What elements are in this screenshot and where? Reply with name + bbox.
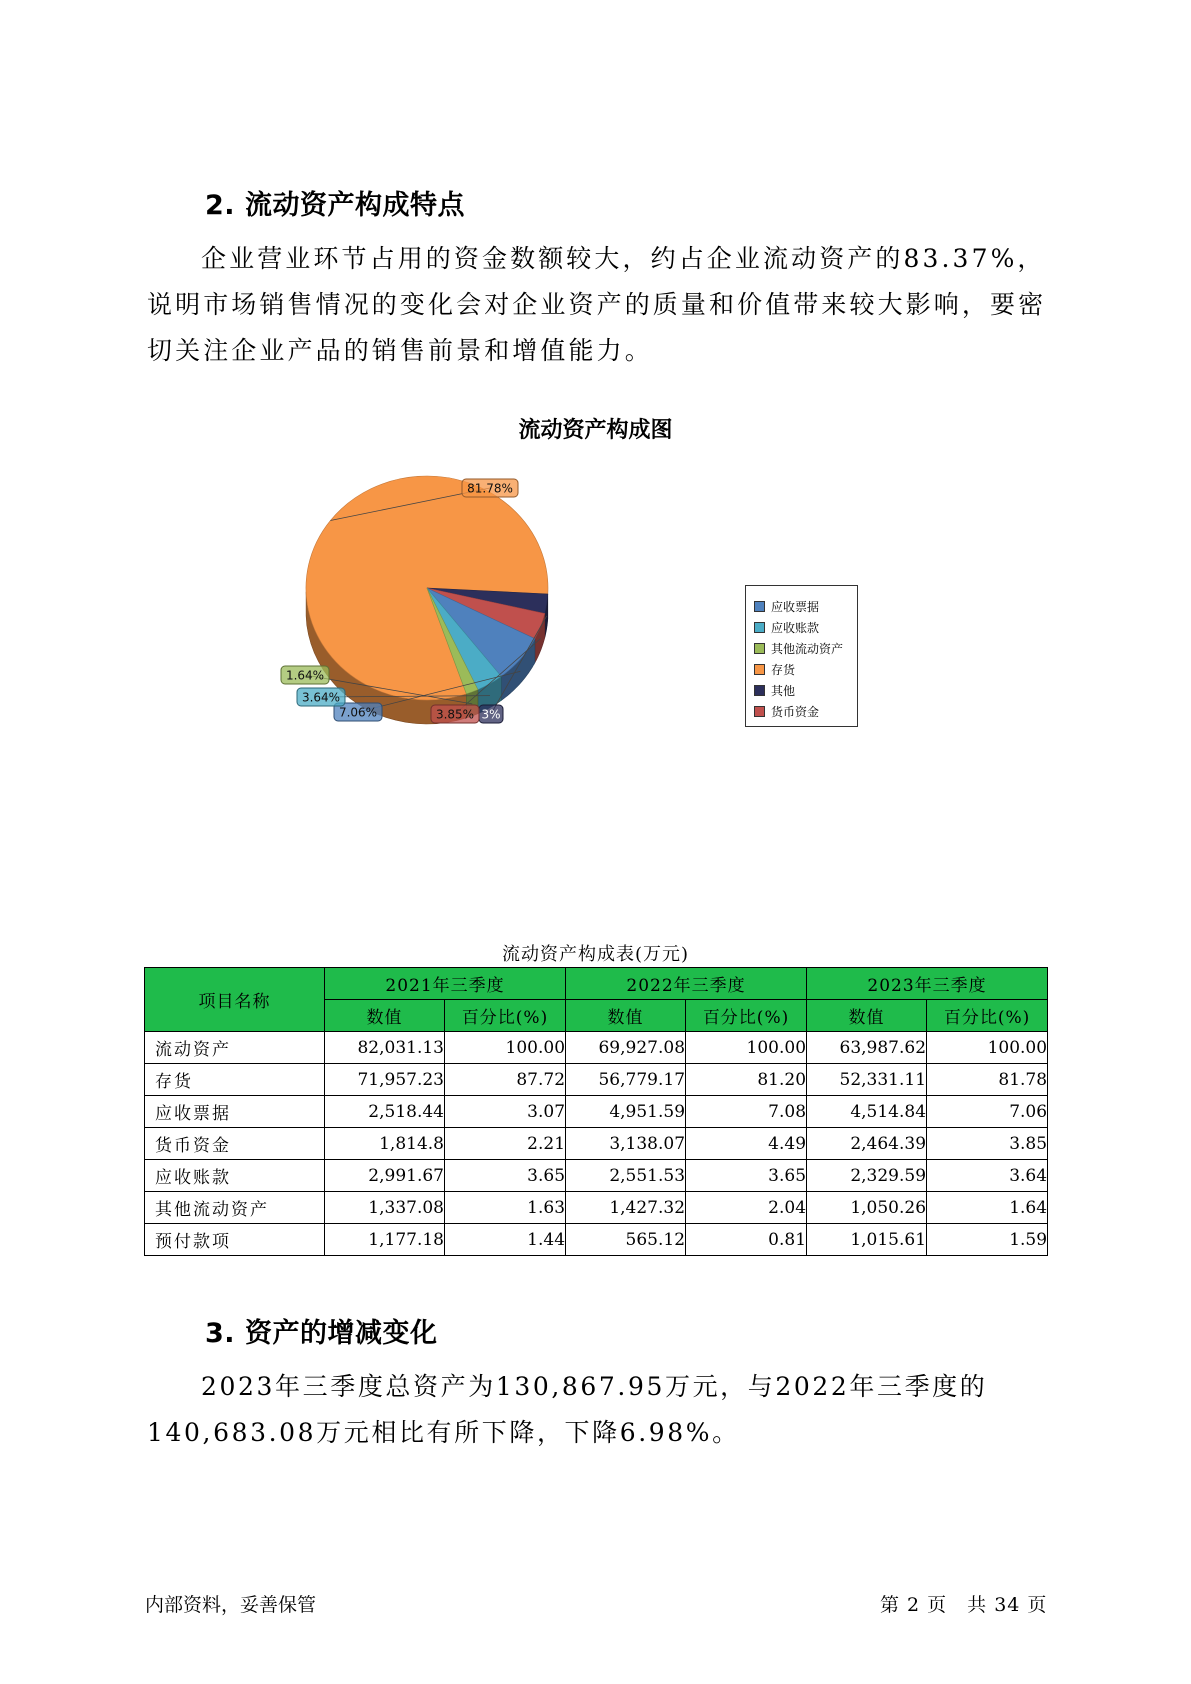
cell-percent: 7.08 <box>686 1096 807 1128</box>
cell-value: 4,514.84 <box>807 1096 927 1128</box>
header-value: 数值 <box>325 1000 445 1032</box>
cell-percent: 2.04 <box>686 1192 807 1224</box>
cell-percent: 2.21 <box>445 1128 566 1160</box>
header-item-name: 项目名称 <box>145 968 325 1032</box>
cell-value: 56,779.17 <box>566 1064 686 1096</box>
cell-value: 1,050.26 <box>807 1192 927 1224</box>
table-row <box>145 1064 1048 1096</box>
legend-item <box>754 638 857 659</box>
row-name: 预付款项 <box>145 1224 325 1256</box>
legend-label: 应收票据 <box>771 600 820 614</box>
svg-text:3%: 3% <box>481 707 501 722</box>
legend-item <box>754 701 857 722</box>
legend-label: 应收账款 <box>771 621 820 635</box>
cell-percent: 100.00 <box>445 1032 566 1064</box>
cell-percent: 100.00 <box>927 1032 1048 1064</box>
header-period-2022: 2022年三季度 <box>566 968 807 1000</box>
header-period-2023: 2023年三季度 <box>807 968 1048 1000</box>
legend-swatch <box>754 622 765 633</box>
legend-label: 货币资金 <box>771 705 820 719</box>
section-paragraph-2: 企业营业环节占用的资金数额较大，约占企业流动资产的83.37%，说明市场销售情况的变化会对企业资产的质量和价值带来较大影响，要密切关注企业产品的销售前景和增值能力。 <box>147 244 1047 365</box>
legend-item <box>754 680 857 701</box>
header-pct: 百分比(%) <box>445 1000 566 1032</box>
section-heading-3: 3. 资产的增减变化 <box>205 1318 438 1349</box>
cell-percent: 7.06 <box>927 1096 1048 1128</box>
cell-percent: 3.65 <box>686 1160 807 1192</box>
cell-percent: 81.20 <box>686 1064 807 1096</box>
row-name: 存货 <box>145 1064 325 1096</box>
legend-item <box>754 617 857 638</box>
cell-percent: 3.85 <box>927 1128 1048 1160</box>
pie-data-label <box>281 666 329 684</box>
table-row <box>145 1128 1048 1160</box>
header-pct: 百分比(%) <box>927 1000 1048 1032</box>
cell-percent: 3.65 <box>445 1160 566 1192</box>
svg-text:1.64%: 1.64% <box>285 668 325 683</box>
legend-swatch <box>754 706 765 717</box>
table-row <box>145 1224 1048 1256</box>
legend-swatch <box>754 685 765 696</box>
svg-text:81.78%: 81.78% <box>467 481 513 496</box>
cell-value: 2,551.53 <box>566 1160 686 1192</box>
legend-label: 其他 <box>771 684 796 698</box>
cell-value: 2,518.44 <box>325 1096 445 1128</box>
table-row <box>145 1032 1048 1064</box>
section-paragraph-3: 2023年三季度总资产为130,867.95万元，与2022年三季度的140,683.08万元相比有所下降，下降6.98%。 <box>147 1372 988 1447</box>
cell-percent: 0.81 <box>686 1224 807 1256</box>
cell-value: 1,177.18 <box>325 1224 445 1256</box>
legend-label: 存货 <box>771 663 796 677</box>
cell-value: 3,138.07 <box>566 1128 686 1160</box>
legend-item <box>754 596 857 617</box>
pie-data-label <box>462 479 518 497</box>
header-pct: 百分比(%) <box>686 1000 807 1032</box>
cell-value: 2,329.59 <box>807 1160 927 1192</box>
pie-data-label <box>297 688 345 706</box>
legend-swatch <box>754 643 765 654</box>
row-name: 流动资产 <box>145 1032 325 1064</box>
legend-swatch <box>754 664 765 675</box>
cell-percent: 1.63 <box>445 1192 566 1224</box>
row-name: 应收账款 <box>145 1160 325 1192</box>
cell-value: 2,991.67 <box>325 1160 445 1192</box>
svg-text:3.85%: 3.85% <box>435 707 475 722</box>
cell-value: 82,031.13 <box>325 1032 445 1064</box>
cell-value: 1,427.32 <box>566 1192 686 1224</box>
footer-confidential: 内部资料，妥善保管 <box>145 1594 317 1616</box>
chart-title: 流动资产构成图 <box>518 418 673 443</box>
table-row <box>145 1096 1048 1128</box>
legend-item <box>754 659 857 680</box>
row-name: 货币资金 <box>145 1128 325 1160</box>
cell-value: 1,337.08 <box>325 1192 445 1224</box>
cell-value: 52,331.11 <box>807 1064 927 1096</box>
table-caption: 流动资产构成表(万元) <box>501 944 690 965</box>
pie-data-label <box>479 705 503 723</box>
row-name: 其他流动资产 <box>145 1192 325 1224</box>
header-value: 数值 <box>807 1000 927 1032</box>
cell-value: 69,927.08 <box>566 1032 686 1064</box>
section-heading-2: 2. 流动资产构成特点 <box>205 190 465 221</box>
legend-label: 其他流动资产 <box>771 642 844 656</box>
cell-value: 565.12 <box>566 1224 686 1256</box>
cell-percent: 1.59 <box>927 1224 1048 1256</box>
chart-legend <box>745 585 858 727</box>
row-name: 应收票据 <box>145 1096 325 1128</box>
table-row <box>145 1160 1048 1192</box>
svg-text:3.64%: 3.64% <box>301 690 341 705</box>
table-row <box>145 1192 1048 1224</box>
cell-percent: 100.00 <box>686 1032 807 1064</box>
cell-percent: 81.78 <box>927 1064 1048 1096</box>
cell-percent: 1.44 <box>445 1224 566 1256</box>
cell-percent: 3.64 <box>927 1160 1048 1192</box>
svg-text:7.06%: 7.06% <box>338 705 378 720</box>
cell-percent: 4.49 <box>686 1128 807 1160</box>
cell-percent: 87.72 <box>445 1064 566 1096</box>
header-value: 数值 <box>566 1000 686 1032</box>
cell-value: 4,951.59 <box>566 1096 686 1128</box>
cell-percent: 1.64 <box>927 1192 1048 1224</box>
cell-percent: 3.07 <box>445 1096 566 1128</box>
pie-data-label <box>431 705 479 723</box>
cell-value: 1,015.61 <box>807 1224 927 1256</box>
current-assets-table <box>144 967 1048 1256</box>
cell-value: 1,814.8 <box>325 1128 445 1160</box>
cell-value: 71,957.23 <box>325 1064 445 1096</box>
footer-page-number: 第 2 页 共 34 页 <box>880 1594 1048 1616</box>
header-period-2021: 2021年三季度 <box>325 968 566 1000</box>
legend-swatch <box>754 601 765 612</box>
cell-value: 2,464.39 <box>807 1128 927 1160</box>
cell-value: 63,987.62 <box>807 1032 927 1064</box>
